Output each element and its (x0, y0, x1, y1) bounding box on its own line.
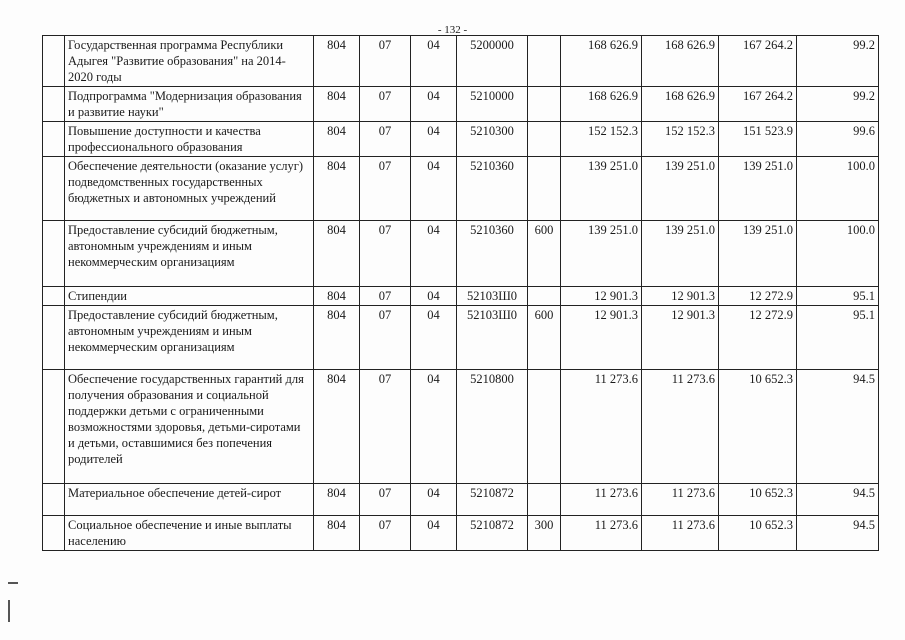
cell-target: 5210800 (457, 370, 528, 484)
cell-target: 52103Ш0 (457, 306, 528, 370)
cell-section: 07 (360, 157, 411, 221)
cell-subsection: 04 (411, 287, 457, 306)
row-margin-cell (43, 122, 65, 157)
cell-type: 600 (528, 306, 561, 370)
cell-subsection: 04 (411, 516, 457, 551)
cell-executed: 10 652.3 (719, 484, 797, 516)
cell-name: Предоставление субсидий бюджетным, автономным учреждениям и иным некоммерческим организациям (65, 306, 314, 370)
table-row (43, 370, 879, 484)
cell-plan: 168 626.9 (561, 36, 642, 87)
cell-ministry: 804 (314, 370, 360, 484)
cell-name: Подпрограмма "Модернизация образования и развитие науки" (65, 87, 314, 122)
page-number: - 132 - (437, 24, 468, 36)
cell-plan: 11 273.6 (561, 516, 642, 551)
cell-type (528, 157, 561, 221)
cell-percent: 99.6 (797, 122, 879, 157)
cell-plan: 139 251.0 (561, 221, 642, 287)
cell-type (528, 122, 561, 157)
cell-ministry: 804 (314, 122, 360, 157)
cell-type: 300 (528, 516, 561, 551)
row-margin-cell (43, 370, 65, 484)
cell-percent: 99.2 (797, 36, 879, 87)
cell-subsection: 04 (411, 122, 457, 157)
cell-target: 5210360 (457, 221, 528, 287)
cell-type (528, 287, 561, 306)
cell-executed: 167 264.2 (719, 36, 797, 87)
cell-refined: 12 901.3 (642, 287, 719, 306)
cell-type: 600 (528, 221, 561, 287)
cell-refined: 139 251.0 (642, 157, 719, 221)
cell-type (528, 484, 561, 516)
cell-subsection: 04 (411, 36, 457, 87)
cell-plan: 11 273.6 (561, 484, 642, 516)
table-row (43, 516, 879, 551)
row-margin-cell (43, 287, 65, 306)
cell-section: 07 (360, 287, 411, 306)
cell-percent: 95.1 (797, 306, 879, 370)
cell-percent: 100.0 (797, 157, 879, 221)
cell-refined: 139 251.0 (642, 221, 719, 287)
cell-plan: 12 901.3 (561, 306, 642, 370)
row-margin-cell (43, 87, 65, 122)
cell-subsection: 04 (411, 306, 457, 370)
cell-section: 07 (360, 516, 411, 551)
cell-refined: 11 273.6 (642, 484, 719, 516)
cell-subsection: 04 (411, 221, 457, 287)
margin-mark (8, 600, 10, 622)
cell-section: 07 (360, 370, 411, 484)
row-margin-cell (43, 484, 65, 516)
margin-mark (8, 582, 18, 584)
cell-name: Обеспечение деятельности (оказание услуг) подведомственных государственных бюджетных и автономных учреждений (65, 157, 314, 221)
cell-executed: 139 251.0 (719, 157, 797, 221)
cell-refined: 11 273.6 (642, 370, 719, 484)
cell-ministry: 804 (314, 221, 360, 287)
cell-section: 07 (360, 221, 411, 287)
cell-ministry: 804 (314, 36, 360, 87)
table-row (43, 157, 879, 221)
cell-subsection: 04 (411, 87, 457, 122)
cell-refined: 168 626.9 (642, 36, 719, 87)
cell-refined: 11 273.6 (642, 516, 719, 551)
cell-section: 07 (360, 36, 411, 87)
cell-percent: 94.5 (797, 484, 879, 516)
cell-target: 5210300 (457, 122, 528, 157)
cell-ministry: 804 (314, 306, 360, 370)
row-margin-cell (43, 221, 65, 287)
cell-executed: 10 652.3 (719, 516, 797, 551)
row-margin-cell (43, 157, 65, 221)
cell-target: 5200000 (457, 36, 528, 87)
cell-target: 5210000 (457, 87, 528, 122)
cell-plan: 152 152.3 (561, 122, 642, 157)
cell-percent: 94.5 (797, 370, 879, 484)
cell-section: 07 (360, 87, 411, 122)
cell-refined: 12 901.3 (642, 306, 719, 370)
cell-target: 5210872 (457, 516, 528, 551)
cell-section: 07 (360, 122, 411, 157)
row-margin-cell (43, 306, 65, 370)
cell-percent: 100.0 (797, 221, 879, 287)
cell-target: 5210872 (457, 484, 528, 516)
cell-plan: 139 251.0 (561, 157, 642, 221)
cell-ministry: 804 (314, 87, 360, 122)
cell-target: 52103Ш0 (457, 287, 528, 306)
table-row (43, 87, 879, 122)
cell-percent: 95.1 (797, 287, 879, 306)
table-row (43, 122, 879, 157)
table-row (43, 484, 879, 516)
cell-name: Повышение доступности и качества профессионального образования (65, 122, 314, 157)
cell-name: Материальное обеспечение детей-сирот (65, 484, 314, 516)
cell-executed: 151 523.9 (719, 122, 797, 157)
budget-table (42, 35, 879, 551)
cell-type (528, 36, 561, 87)
cell-ministry: 804 (314, 516, 360, 551)
cell-type (528, 87, 561, 122)
table-row (43, 306, 879, 370)
cell-target: 5210360 (457, 157, 528, 221)
cell-section: 07 (360, 484, 411, 516)
cell-refined: 168 626.9 (642, 87, 719, 122)
cell-section: 07 (360, 306, 411, 370)
cell-ministry: 804 (314, 157, 360, 221)
cell-executed: 167 264.2 (719, 87, 797, 122)
row-margin-cell (43, 36, 65, 87)
cell-executed: 139 251.0 (719, 221, 797, 287)
cell-subsection: 04 (411, 484, 457, 516)
table-row (43, 221, 879, 287)
table-row (43, 287, 879, 306)
cell-name: Социальное обеспечение и иные выплаты населению (65, 516, 314, 551)
cell-name: Обеспечение государственных гарантий для получения образования и социальной поддержки детьми с ограниченными возможностями здоровья, детьми-сиротами и детьми, оставшимися без попечения родителей (65, 370, 314, 484)
cell-name: Предоставление субсидий бюджетным, автономным учреждениям и иным некоммерческим организациям (65, 221, 314, 287)
cell-ministry: 804 (314, 287, 360, 306)
cell-name: Стипендии (65, 287, 314, 306)
cell-percent: 94.5 (797, 516, 879, 551)
cell-name: Государственная программа Республики Адыгея "Развитие образования" на 2014-2020 годы (65, 36, 314, 87)
cell-subsection: 04 (411, 157, 457, 221)
cell-executed: 12 272.9 (719, 287, 797, 306)
table-row (43, 36, 879, 87)
cell-plan: 11 273.6 (561, 370, 642, 484)
cell-ministry: 804 (314, 484, 360, 516)
row-margin-cell (43, 516, 65, 551)
cell-percent: 99.2 (797, 87, 879, 122)
cell-plan: 12 901.3 (561, 287, 642, 306)
budget-table-body (43, 36, 879, 551)
cell-type (528, 370, 561, 484)
cell-refined: 152 152.3 (642, 122, 719, 157)
cell-subsection: 04 (411, 370, 457, 484)
cell-executed: 12 272.9 (719, 306, 797, 370)
cell-executed: 10 652.3 (719, 370, 797, 484)
cell-plan: 168 626.9 (561, 87, 642, 122)
